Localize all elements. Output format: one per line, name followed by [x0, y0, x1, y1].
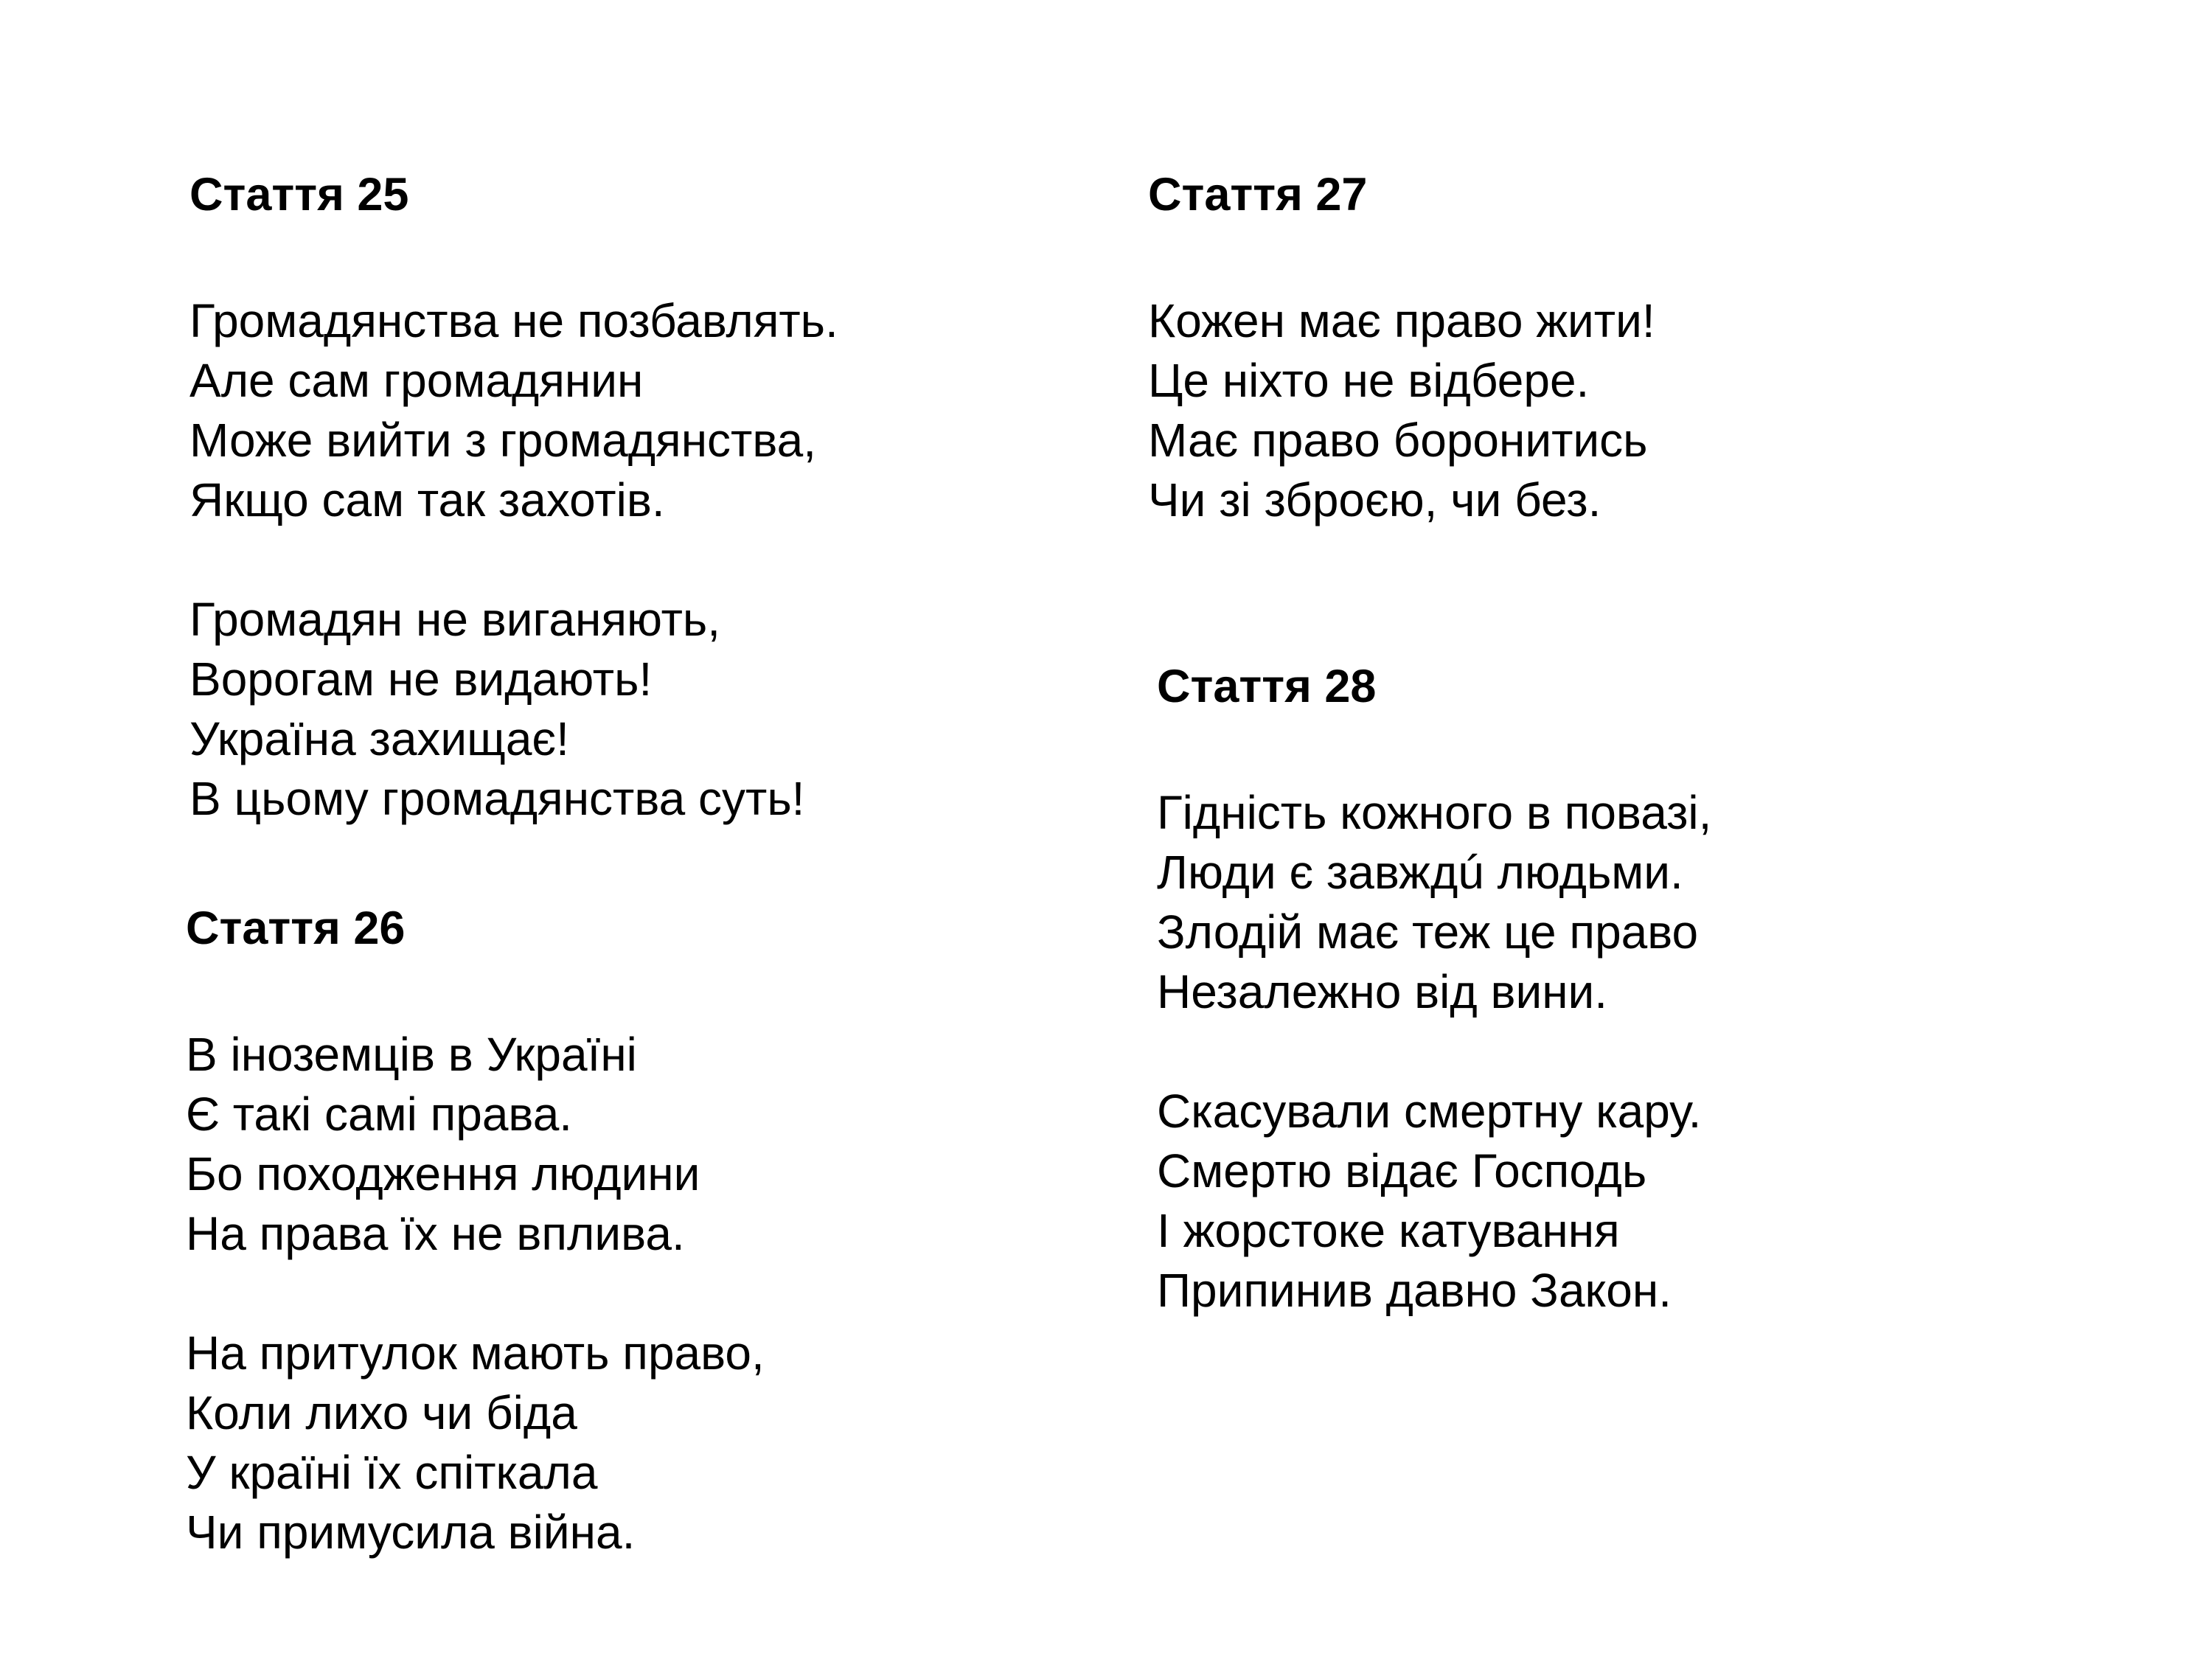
verse-line: Але сам громадянин: [189, 354, 644, 407]
verse-line: Якщо сам так захотів.: [189, 473, 665, 526]
verse-line: Це ніхто не відбере.: [1148, 354, 1590, 407]
verse-line: Має право боронитись: [1148, 414, 1648, 467]
article-28-stanza-1: [1157, 783, 1711, 1022]
article-26-stanza-1: [186, 1025, 765, 1264]
verse-line: Громадянства не позбавлять.: [189, 294, 838, 347]
verse-line: Злодій має теж це право: [1157, 905, 1699, 959]
article-25-title: Стаття 25: [189, 169, 409, 220]
verse-line: Чи примусила війна.: [186, 1506, 636, 1559]
verse-line: Україна захищає!: [189, 712, 569, 765]
verse-line: Громадян не виганяють,: [189, 593, 720, 646]
article-25-stanza-1: [189, 291, 838, 530]
verse-line: Скасували смертну кару.: [1157, 1085, 1702, 1138]
article-25-stanza-2: [189, 590, 838, 829]
verse-line: І жорстоке катування: [1157, 1204, 1620, 1257]
verse-line: На притулок мають право,: [186, 1326, 765, 1380]
verse-line: У країні їх спіткала: [186, 1446, 598, 1499]
article-25: [189, 168, 838, 829]
article-27-stanza-1: [1148, 291, 1655, 530]
verse-line: Чи зі зброєю, чи без.: [1148, 473, 1601, 526]
article-28: [1157, 660, 1711, 1321]
article-28-stanza-2: [1157, 1082, 1711, 1321]
verse-line: Бо походження людини: [186, 1147, 700, 1200]
verse-line: В цьому громадянства суть!: [189, 772, 805, 825]
article-26-stanza-2: [186, 1324, 765, 1562]
verse-line: Смертю відає Господь: [1157, 1144, 1647, 1197]
verse-line: Кожен має право жити!: [1148, 294, 1655, 347]
verse-line: Може вийти з громадянства,: [189, 414, 816, 467]
article-26: [186, 902, 765, 1562]
article-28-title: Стаття 28: [1157, 661, 1377, 712]
verse-line: Коли лихо чи біда: [186, 1386, 577, 1439]
verse-line: Незалежно від вини.: [1157, 965, 1608, 1018]
verse-line: Ворогам не видають!: [189, 653, 653, 706]
article-26-title: Стаття 26: [186, 902, 406, 954]
verse-line: Припинив давно Закон.: [1157, 1264, 1672, 1317]
article-27: [1148, 168, 1655, 530]
article-27-title: Стаття 27: [1148, 169, 1368, 220]
verse-line: Є такі самі права.: [186, 1088, 573, 1141]
verse-line: В іноземців в Україні: [186, 1028, 637, 1081]
verse-line: Гідність кожного в повазі,: [1157, 786, 1712, 839]
verse-line: Люди є завждú людьми.: [1157, 846, 1683, 899]
verse-line: На права їх не вплива.: [186, 1207, 685, 1260]
